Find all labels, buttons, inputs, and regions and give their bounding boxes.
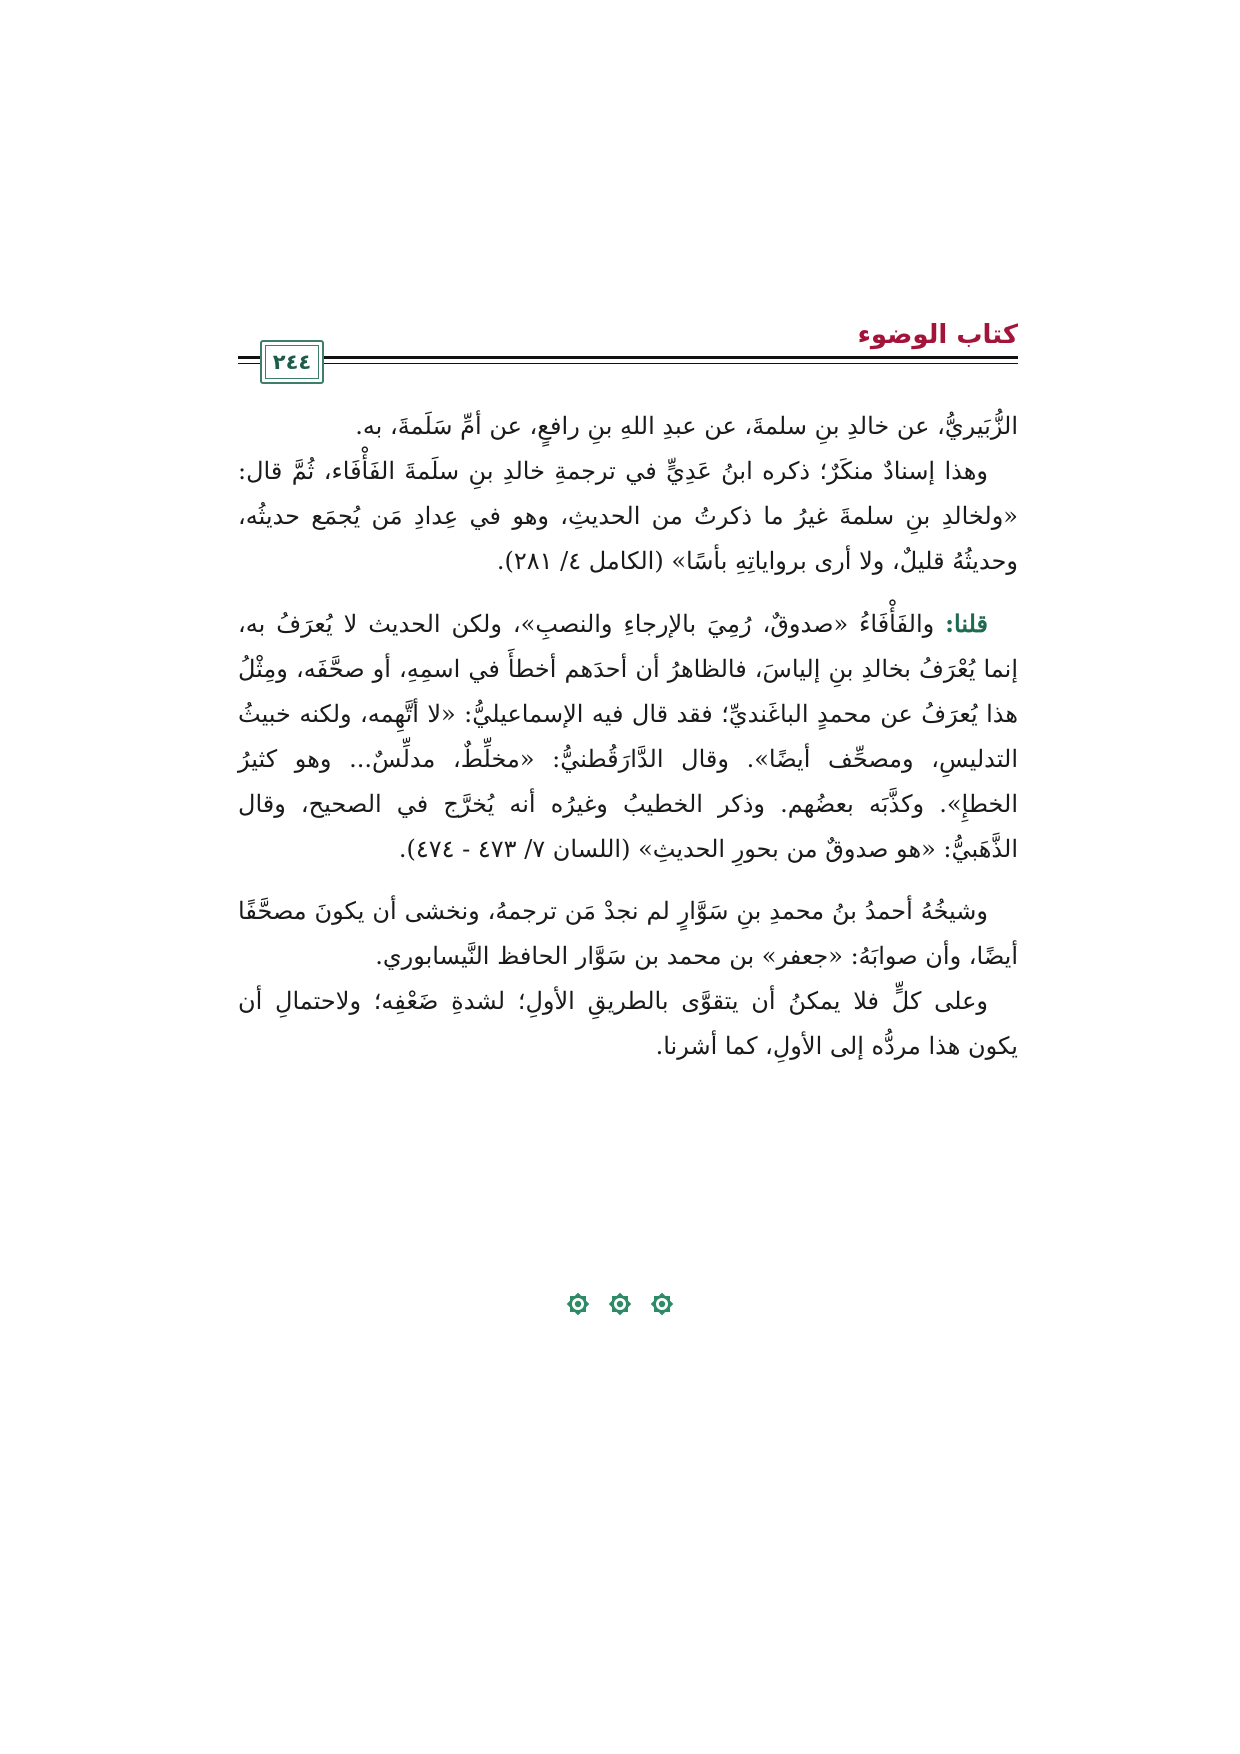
flower-ornament-icon: [648, 1290, 676, 1318]
flower-ornament-icon: [606, 1290, 634, 1318]
book-title: كتاب الوضوء: [857, 320, 1018, 350]
page-number: ٢٤٤: [272, 350, 312, 374]
page-header: [238, 318, 1018, 378]
qulna-label: قلنا:: [945, 609, 988, 638]
paragraph-5: وعلى كلٍّ فلا يمكنُ أن يتقوَّى بالطريقِ الأولِ؛ لشدةِ ضَعْفِه؛ ولاحتمالِ أن يكون هذا مردُّه إلى الأولِ، كما أشرنا.: [238, 987, 1018, 1060]
paragraph-4: وشيخُهُ أحمدُ بنُ محمدِ بنِ سَوَّارٍ لم نجدْ مَن ترجمهُ، ونخشى أن يكونَ مصحَّفًا أيضًا، وأن صوابَهُ: «جعفر» بن محمد بن سَوَّار الحافظ النَّيسابوري.: [238, 897, 1018, 970]
flower-ornament-icon: [564, 1290, 592, 1318]
header-rule-thin: [274, 363, 1018, 364]
header-rule-thick: [274, 356, 1018, 359]
main-text: [238, 404, 1018, 1069]
paragraph-1: الزُّبَيريُّ، عن خالدِ بنِ سلمةَ، عن عبدِ اللهِ بنِ رافعٍ، عن أمِّ سَلَمةَ، به.: [355, 412, 1018, 440]
paragraph-2: وهذا إسنادٌ منكَرٌ؛ ذكره ابنُ عَدِيٍّ في ترجمةِ خالدِ بنِ سلَمةَ الفَأْفَاء، ثُمَّ قال: «ولخالدِ بنِ سلمةَ غيرُ ما ذكرتُ من الحديثِ، وهو في عِدادِ مَن يُجمَع حديثُه، وحديثُهُ قليلٌ، ولا أرى برواياتِهِ بأسًا» (الكامل ٤/ ٢٨١).: [238, 457, 1018, 575]
paragraph-3: قلنا: والفَأْفَاءُ «صدوقٌ، رُمِيَ بالإرجاءِ والنصبِ»، ولكن الحديث لا يُعرَفُ به، إنما يُعْرَفُ بخالدِ بنِ إلياسَ، فالظاهرُ أن أحدَهم أخطأَ في اسمِهِ، أو صحَّفَه، ومِثْلُ هذا يُعرَفُ عن محمدٍ الباغَنديِّ؛ فقد قال فيه الإسماعيليُّ: «لا أتَّهِمه، ولكنه خبيثُ التدليسِ، ومصحِّف أيضًا». وقال الدَّارَقُطنيُّ: «مخلِّطٌ، مدلِّسٌ... وهو كثيرُ الخطإِ». وكذَّبَه بعضُهم. وذكر الخطيبُ وغيرُه أنه يُخرَّج في الصحيح، وقال الذَّهَبيُّ: «هو صدوقٌ من بحورِ الحديثِ» (اللسان ٧/ ٤٧٣ - ٤٧٤).: [238, 609, 1018, 863]
page-number-badge: [260, 340, 324, 384]
end-ornaments: [0, 1290, 1240, 1318]
